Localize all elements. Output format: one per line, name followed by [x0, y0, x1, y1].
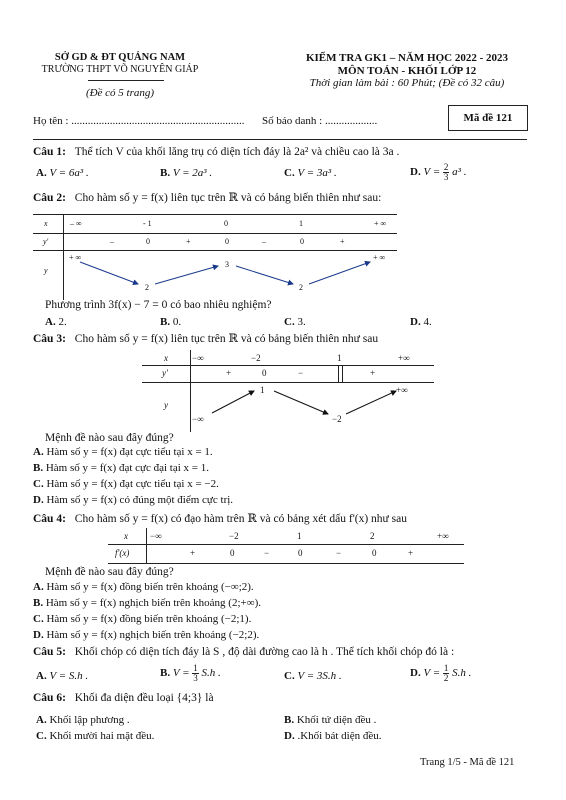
- department-name: SỞ GD & ĐT QUẢNG NAM: [54, 52, 186, 63]
- denominator: 2: [443, 673, 449, 683]
- row-label-x: x: [44, 219, 48, 228]
- page-footer: Trang 1/5 - Mã đề 121: [420, 757, 515, 768]
- option-letter: D.: [410, 166, 421, 179]
- option-letter: B.: [160, 167, 171, 179]
- denominator: 3: [443, 172, 449, 182]
- option-text: Hàm số y = f(x) đồng biến trên khoảng (−∞;2).: [46, 581, 254, 593]
- option-letter: B.: [33, 462, 44, 474]
- option-text: V = 3S.h .: [297, 670, 342, 682]
- row-label-yprime: y': [162, 368, 168, 378]
- option-text: V = 2a³ .: [172, 167, 213, 179]
- fprime-zero: 0: [372, 548, 377, 558]
- question-text: Cho hàm số y = f(x) liên tục trên ℝ và có bảng biến thiên như sau: [74, 333, 379, 345]
- option-text: 4.: [423, 316, 432, 328]
- option-letter: D.: [33, 494, 44, 506]
- x-value: +∞: [398, 353, 410, 363]
- student-id-field: Số báo danh : ...................: [262, 115, 378, 127]
- exam-title: KIỂM TRA GK1 – NĂM HỌC 2022 - 2023: [305, 52, 509, 64]
- question-label: Câu 3:: [33, 333, 66, 345]
- option-letter: C.: [284, 316, 295, 328]
- q5-option-b[interactable]: [160, 664, 221, 683]
- q4-option-d[interactable]: [33, 629, 259, 641]
- question-label: Câu 2:: [33, 192, 66, 204]
- row-label-y: y: [164, 400, 168, 410]
- option-text: S.h .: [452, 667, 472, 680]
- y-value: + ∞: [69, 253, 82, 262]
- option-letter: A.: [33, 446, 44, 458]
- q3-option-b[interactable]: [33, 462, 209, 474]
- x-value: −2: [229, 531, 239, 541]
- option-letter: C.: [33, 613, 44, 625]
- x-value: 1: [299, 219, 303, 228]
- option-letter: B.: [284, 714, 295, 726]
- q3-option-c[interactable]: [33, 478, 219, 490]
- yprime-zero: 0: [146, 237, 150, 246]
- yprime-zero: 0: [225, 237, 229, 246]
- fraction: [443, 664, 450, 683]
- question-text: Cho hàm số y = f(x) liên tục trên ℝ và có bảng biến thiên như sau:: [74, 192, 382, 204]
- exam-code-box: Mã đề 121: [448, 105, 528, 131]
- x-value: 0: [224, 219, 228, 228]
- fprime-sign: −: [336, 548, 342, 558]
- x-value: −∞: [192, 353, 204, 363]
- question-4: [33, 511, 407, 525]
- q2-question: Phương trình 3f(x) − 7 = 0 có bao nhiêu nghiệm?: [45, 299, 272, 311]
- numerator: 1: [193, 663, 198, 673]
- q6-option-a[interactable]: [36, 714, 130, 726]
- question-text: Thể tích V của khối lăng trụ có diện tích đáy là 2a² và chiều cao là 3a .: [74, 146, 400, 158]
- option-letter: A.: [36, 670, 47, 682]
- row-label-y: y: [44, 266, 48, 275]
- x-value: −2: [251, 353, 261, 363]
- yprime-sign: –: [110, 237, 114, 246]
- question-5: [33, 646, 454, 658]
- yprime-sign: −: [298, 368, 304, 378]
- option-text: V =: [423, 667, 441, 680]
- option-letter: A.: [36, 167, 47, 179]
- option-text: a³ .: [452, 166, 467, 179]
- option-text: 2.: [58, 316, 67, 328]
- y-value: −2: [332, 414, 342, 424]
- question-label: Câu 4:: [33, 513, 66, 525]
- question-text: Khối đa diện đều loại {4;3} là: [74, 692, 214, 704]
- y-value: +∞: [396, 385, 408, 395]
- q6-option-d[interactable]: [284, 730, 381, 742]
- row-label-yprime: y': [43, 237, 49, 246]
- option-letter: D.: [33, 629, 44, 641]
- fprime-sign: −: [264, 548, 270, 558]
- option-letter: C.: [284, 670, 295, 682]
- subject-title: MÔN TOÁN - KHỐI LỚP 12: [337, 65, 477, 77]
- yprime-sign: +: [226, 368, 232, 378]
- question-label: Câu 5:: [33, 646, 66, 658]
- question-text: Cho hàm số y = f(x) có đạo hàm trên ℝ và có bảng xét dấu f'(x) như sau: [74, 513, 407, 525]
- q6-option-c[interactable]: [36, 730, 154, 742]
- option-text: Hàm số y = f(x) đạt cực tiểu tại x = −2.: [46, 478, 219, 490]
- q5-option-a[interactable]: [36, 670, 88, 682]
- option-letter: D.: [284, 730, 295, 742]
- yprime-sign: +: [340, 237, 345, 246]
- option-text: V = 6a³ .: [49, 167, 89, 179]
- yprime-zero: 0: [300, 237, 304, 246]
- option-letter: B.: [160, 316, 171, 328]
- yprime-sign: –: [262, 237, 266, 246]
- question-label: Câu 1:: [33, 146, 66, 158]
- student-name-field: Họ tên : ...............................................................: [33, 115, 245, 127]
- time-note: Thời gian làm bài : 60 Phút; (Đề có 32 câu): [309, 77, 505, 89]
- option-text: V = S.h .: [49, 670, 89, 682]
- x-value: - 1: [143, 219, 152, 228]
- q3-question: Mệnh đề nào sau đây đúng?: [45, 432, 174, 444]
- fprime-zero: 0: [298, 548, 303, 558]
- question-6: [33, 692, 214, 704]
- q4-option-c[interactable]: [33, 613, 251, 625]
- yprime-sign: +: [186, 237, 191, 246]
- y-value: 3: [225, 260, 229, 269]
- option-text: Hàm số y = f(x) đồng biến trên khoảng (−2;1).: [46, 613, 252, 625]
- question-label: Câu 6:: [33, 692, 66, 704]
- option-text: Hàm số y = f(x) đạt cực đại tại x = 1.: [45, 462, 210, 474]
- fprime-sign: +: [408, 548, 414, 558]
- option-text: Khối tứ diện đều .: [296, 714, 377, 726]
- option-letter: C.: [284, 167, 295, 179]
- x-value: −∞: [150, 531, 162, 541]
- option-text: V = 3a³ .: [297, 167, 337, 179]
- q4-question: Mệnh đề nào sau đây đúng?: [45, 566, 174, 578]
- fprime-zero: 0: [230, 548, 235, 558]
- q6-option-b[interactable]: [284, 714, 376, 726]
- x-value: 1: [337, 353, 342, 363]
- x-value: 2: [370, 531, 375, 541]
- x-value: +∞: [437, 531, 449, 541]
- y-value: 2: [145, 283, 149, 292]
- x-value: 1: [297, 531, 302, 541]
- option-letter: B.: [33, 597, 44, 609]
- option-text: 3.: [297, 316, 306, 328]
- row-label-fprime: f'(x): [115, 548, 130, 558]
- option-text: Hàm số y = f(x) nghịch biến trên khoảng (−2;2).: [46, 629, 260, 641]
- option-text: S.h .: [201, 667, 221, 680]
- option-text: Khối mười hai mặt đều.: [49, 730, 155, 742]
- option-letter: C.: [33, 478, 44, 490]
- option-text: Hàm số y = f(x) nghịch biến trên khoảng (2;+∞).: [45, 597, 261, 609]
- yprime-zero: 0: [262, 368, 267, 378]
- option-letter: D.: [410, 667, 421, 680]
- row-label-x: x: [124, 531, 128, 541]
- question-text: Khối chóp có diện tích đáy là S , độ dài đường cao là h . Thể tích khối chóp đó là :: [74, 646, 455, 658]
- x-value: + ∞: [374, 219, 387, 228]
- option-text: 0.: [172, 316, 182, 328]
- option-text: Hàm số y = f(x) đạt cực tiểu tại x = 1.: [46, 446, 213, 458]
- numerator: 1: [443, 663, 449, 673]
- x-value: – ∞: [70, 219, 82, 228]
- y-value: 1: [260, 385, 265, 395]
- school-name: TRƯỜNG THPT VÕ NGUYÊN GIÁP: [41, 64, 199, 75]
- option-letter: C.: [36, 730, 47, 742]
- q4-option-a[interactable]: [33, 581, 254, 593]
- numerator: 2: [443, 162, 449, 172]
- option-text: Hàm số y = f(x) có đúng một điểm cực trị.: [46, 494, 234, 506]
- fraction: [192, 664, 199, 683]
- y-value: 2: [299, 283, 303, 292]
- option-letter: D.: [410, 316, 421, 328]
- fprime-sign: +: [190, 548, 196, 558]
- option-text: Khối lập phương .: [49, 714, 130, 726]
- option-text: V =: [172, 667, 190, 680]
- q4-option-b[interactable]: [33, 597, 261, 609]
- option-letter: A.: [45, 316, 56, 328]
- option-letter: A.: [36, 714, 47, 726]
- y-value: −∞: [192, 414, 204, 424]
- option-letter: A.: [33, 581, 44, 593]
- option-text: .Khối bát diện đều.: [297, 730, 382, 742]
- q3-option-d[interactable]: [33, 494, 233, 506]
- yprime-sign: +: [370, 368, 376, 378]
- q5-option-d[interactable]: [410, 664, 471, 683]
- q3-option-a[interactable]: [33, 446, 213, 458]
- option-text: V =: [423, 166, 441, 179]
- q5-option-c[interactable]: [284, 670, 342, 682]
- row-label-x: x: [164, 353, 168, 363]
- option-letter: B.: [160, 667, 171, 680]
- y-value: + ∞: [373, 253, 386, 262]
- pages-note: (Đề có 5 trang): [85, 87, 155, 99]
- denominator: 3: [193, 673, 198, 683]
